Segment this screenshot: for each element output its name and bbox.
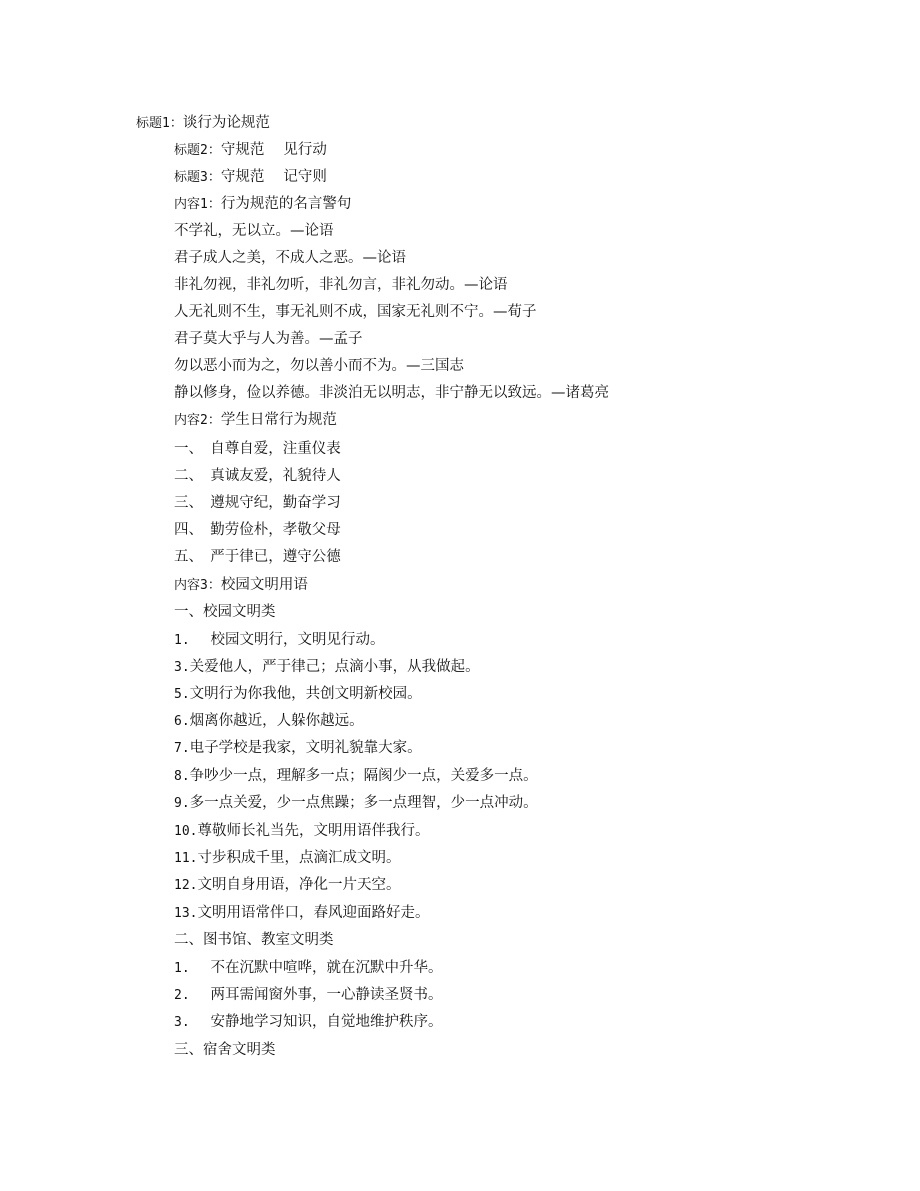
line-text: 君子成人之美，不成人之恶。—论语: [174, 250, 406, 266]
line-text: 真诚友爱，礼貌待人: [210, 468, 341, 484]
line-text: 不学礼，无以立。—论语: [174, 223, 334, 239]
line-text: 不在沉默中喧哗，就在沉默中升华。: [210, 960, 443, 976]
quote-line: [174, 299, 537, 326]
line-text: 严于律已，遵守公德: [210, 549, 341, 565]
line-text: 多一点关爱，少一点焦躁；多一点理智，少一点冲动。: [189, 795, 538, 811]
list-item: [174, 872, 400, 899]
line-text: 人无礼则不生，事无礼则不成，国家无礼则不宁。—荀子: [174, 304, 537, 320]
line-label: 标题1：: [136, 116, 183, 131]
line-label: 内容1：: [174, 197, 221, 212]
line-text: 自尊自爱，注重仪表: [210, 441, 341, 457]
line-text: 关爱他人，严于律己；点滴小事，从我做起。: [189, 659, 480, 675]
line-label: 2.: [174, 988, 211, 1003]
list-item: [174, 627, 384, 654]
line-text: 谈行为论规范: [182, 115, 270, 131]
section-content-2: [174, 407, 337, 434]
line-text: 守规范 记守则: [220, 169, 327, 185]
list-item: [174, 763, 538, 790]
quote-line: [174, 245, 406, 272]
line-label: 内容2：: [174, 413, 221, 428]
line-label: 二、: [174, 468, 211, 484]
line-label: 5.: [174, 687, 190, 702]
line-text: 静以修身，俭以养德。非淡泊无以明志，非宁静无以致远。—诸葛亮: [174, 385, 609, 401]
list-item: [174, 955, 442, 982]
line-text: 校园文明行，文明见行动。: [210, 632, 385, 648]
line-label: 12.: [174, 878, 198, 893]
line-label: 9.: [174, 796, 190, 811]
line-text: 文明行为你我他，共创文明新校园。: [189, 686, 422, 702]
line-label: 四、: [174, 522, 211, 538]
line-label: 3.: [174, 660, 190, 675]
line-text: 文明用语常伴口，春风迎面路好走。: [197, 905, 430, 921]
list-item: [174, 1009, 442, 1036]
line-text: 争吵少一点，理解多一点；隔阂少一点，关爱多一点。: [189, 768, 538, 784]
line-text: 勿以恶小而为之，勿以善小而不为。—三国志: [174, 358, 464, 374]
quote-line: [174, 218, 334, 245]
heading-3: [174, 164, 327, 191]
line-text: 勤劳俭朴，孝敬父母: [210, 522, 341, 538]
line-text: 寸步积成千里，点滴汇成文明。: [197, 850, 401, 866]
line-label: 10.: [174, 824, 198, 839]
list-item: [174, 654, 480, 681]
line-text: 守规范 见行动: [220, 142, 327, 158]
line-label: 13.: [174, 906, 198, 921]
quote-line: [174, 380, 609, 407]
list-item: [174, 982, 442, 1009]
line-text: 行为规范的名言警句: [220, 196, 352, 212]
subsection-heading: [174, 927, 334, 954]
line-label: 11.: [174, 851, 198, 866]
subsection-heading: [174, 599, 276, 626]
line-text: 遵规守纪，勤奋学习: [210, 495, 341, 511]
line-label: 五、: [174, 549, 211, 565]
line-text: 一、校园文明类: [174, 604, 276, 620]
subsection-heading: [174, 1037, 276, 1064]
line-text: 电子学校是我家，文明礼貌靠大家。: [189, 740, 422, 756]
quote-line: [174, 353, 464, 380]
rule-item: [174, 544, 341, 571]
rule-item: [174, 463, 341, 490]
list-item: [174, 790, 538, 817]
line-label: 标题2：: [174, 143, 221, 158]
line-text: 三、宿舍文明类: [174, 1042, 276, 1058]
line-text: 校园文明用语: [220, 577, 308, 593]
rule-item: [174, 490, 341, 517]
line-text: 非礼勿视，非礼勿听，非礼勿言，非礼勿动。—论语: [174, 277, 508, 293]
list-item: [174, 708, 364, 735]
list-item: [174, 818, 429, 845]
line-text: 君子莫大乎与人为善。—孟子: [174, 331, 363, 347]
section-content-3: [174, 572, 308, 599]
line-label: 1.: [174, 961, 211, 976]
section-content-1: [174, 191, 351, 218]
line-label: 内容3：: [174, 578, 221, 593]
line-text: 尊敬师长礼当先，文明用语伴我行。: [197, 823, 430, 839]
line-text: 两耳需闻窗外事，一心静读圣贤书。: [210, 987, 443, 1003]
list-item: [174, 845, 400, 872]
line-label: 8.: [174, 769, 190, 784]
line-label: 7.: [174, 741, 190, 756]
quote-line: [174, 272, 508, 299]
heading-1: [136, 110, 270, 137]
line-label: 一、: [174, 441, 211, 457]
rule-item: [174, 436, 341, 463]
line-text: 二、图书馆、教室文明类: [174, 932, 334, 948]
line-text: 烟离你越近，人躲你越远。: [189, 713, 364, 729]
line-label: 标题3：: [174, 170, 221, 185]
list-item: [174, 735, 422, 762]
line-label: 三、: [174, 495, 211, 511]
line-label: 3.: [174, 1015, 211, 1030]
list-item: [174, 900, 429, 927]
line-text: 文明自身用语，净化一片天空。: [197, 877, 401, 893]
heading-2: [174, 137, 327, 164]
line-label: 1.: [174, 633, 211, 648]
line-label: 6.: [174, 714, 190, 729]
quote-line: [174, 326, 363, 353]
rule-item: [174, 517, 341, 544]
list-item: [174, 681, 422, 708]
line-text: 安静地学习知识，自觉地维护秩序。: [210, 1014, 443, 1030]
line-text: 学生日常行为规范: [220, 412, 337, 428]
